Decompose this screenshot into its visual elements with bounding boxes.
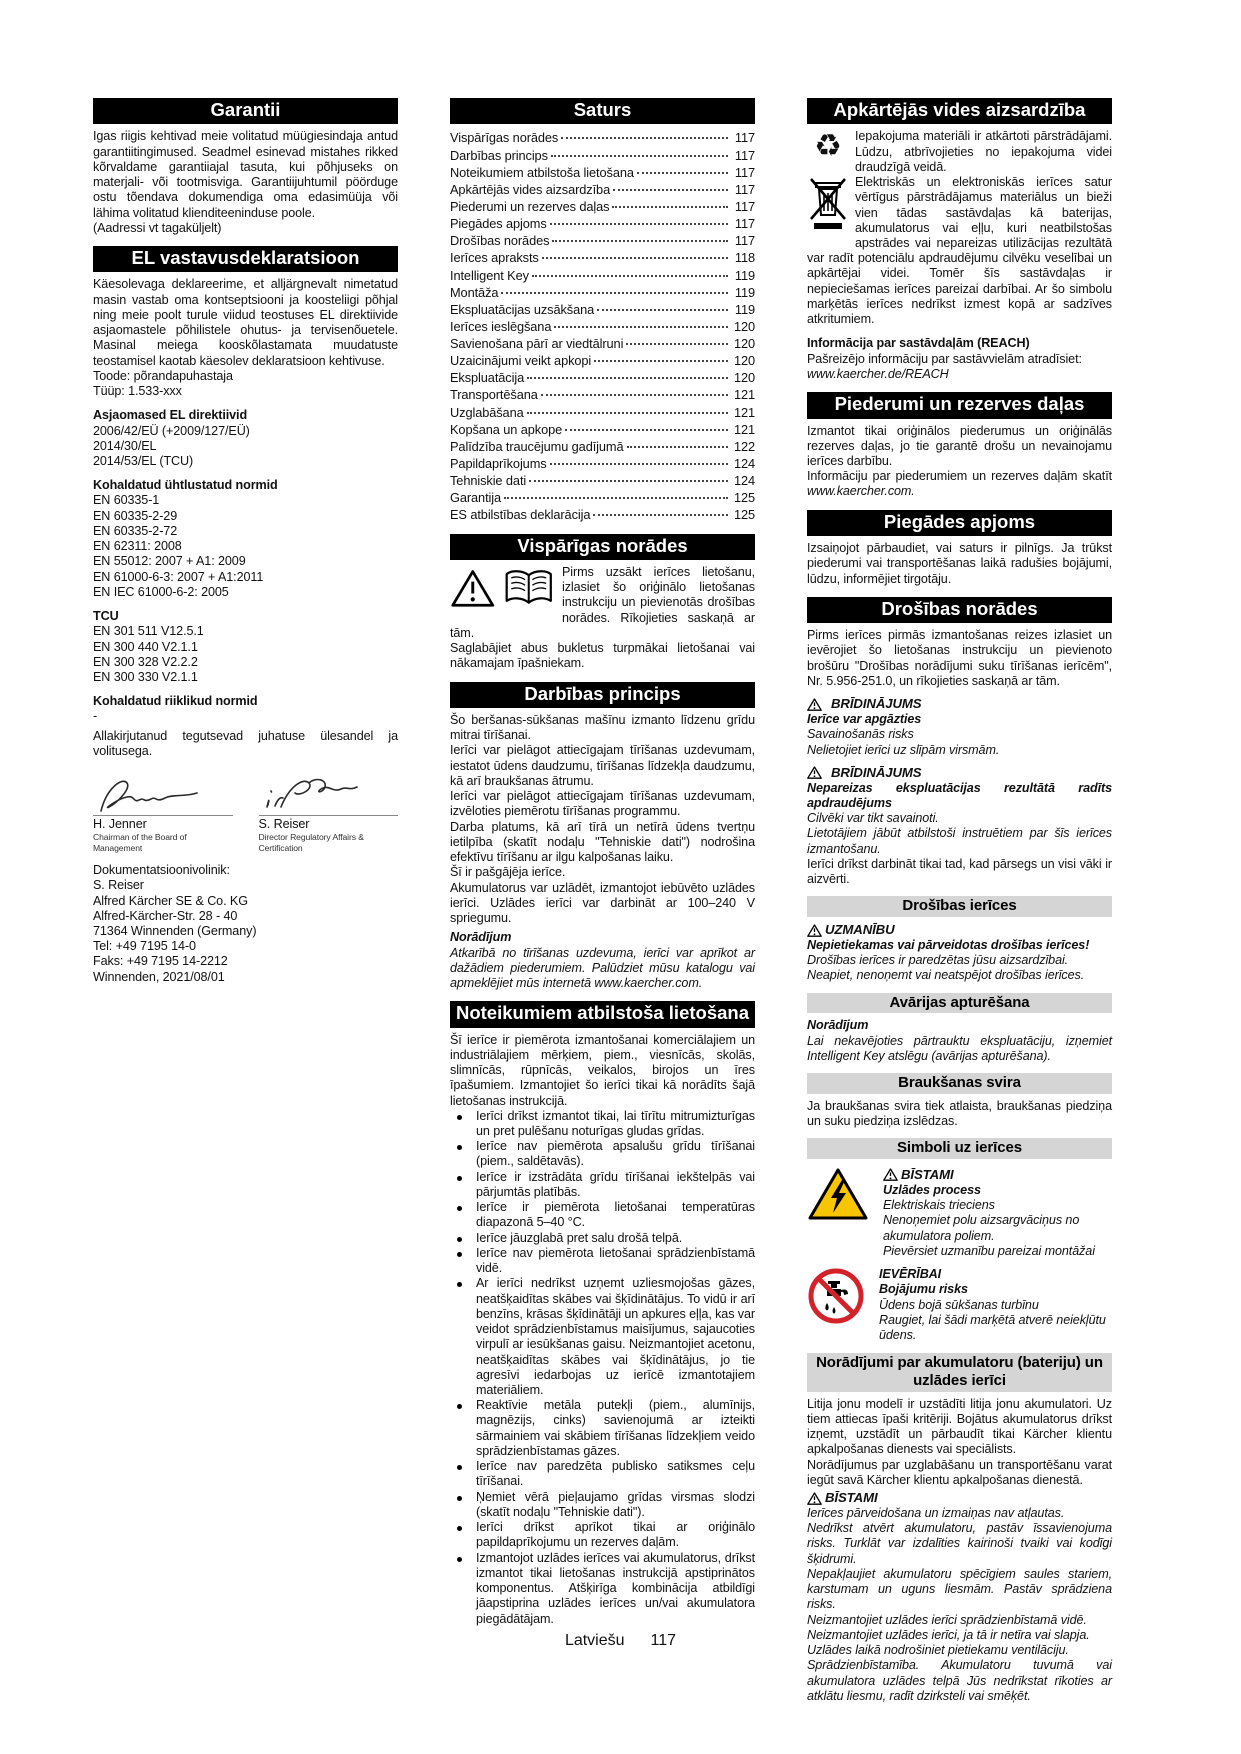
intended-use-item: Ierīce ir piemērota lietošanai temperatūras diapazonā 5–40 °C.	[450, 1200, 755, 1230]
warning-triangle-icon	[807, 1492, 822, 1505]
toc-leader-dots	[626, 343, 728, 345]
toc-entry	[450, 267, 755, 284]
toc-entry-page: 119	[734, 284, 755, 300]
contact-line: Faks: +49 7195 14-2212	[93, 954, 228, 969]
directive-item: 2014/30/EL	[93, 438, 157, 453]
toc-entry-page: 120	[733, 336, 755, 352]
toc-leader-dots	[501, 292, 728, 294]
tcu-norm-item: EN 300 328 V2.2.2	[93, 654, 198, 669]
accessories-url: www.kaercher.com.	[807, 484, 915, 499]
intended-use-item: Izmantojot uzlādes ierīces vai akumulatorus, drīkst izmantot tikai lietošanas instrukcijā apstiprinātos komponentus. Atšķirīga kombinācija atbildīgi jāapstiprina uzlādes ierīces un/vai akumulatora piegādātājam.	[450, 1551, 755, 1627]
toc-leader-dots	[550, 223, 728, 225]
signature-reiser	[259, 773, 399, 853]
symbol-line: Elektriskais trieciens	[883, 1198, 995, 1213]
symbol-no-water	[807, 1267, 1112, 1343]
tcu-norms-list	[93, 624, 398, 685]
toc-entry	[450, 249, 755, 266]
weee-crossed-bin-icon	[807, 176, 849, 236]
warning-line: Nelietojiet ierīci uz slīpām virsmām.	[807, 742, 1000, 757]
battery-danger-line-text: Nedrīkst atvērt akumulatoru, pastāv īssavienojuma risks. Turklāt var izdalīties kairinoši tvaiki vai kodīgi šķidrumi.	[807, 1521, 1112, 1566]
section-toc	[450, 98, 755, 524]
drive-lever-header: Braukšanas svira	[807, 1073, 1112, 1094]
warning-triangle-icon	[883, 1168, 898, 1181]
warning-triangle-outline-icon	[450, 567, 496, 609]
signature-reiser-icon	[259, 773, 379, 817]
electric-shock-warning-icon	[807, 1167, 869, 1221]
environment-weee: Elektriskās un elektroniskās ierīces satur vērtīgus pārstrādājamus materiālus un bieži vien tādas sastāvdaļas kā baterijas, akumulatorus vai eļļu, kuri neatbilstošas apstrādes vai nepareizas utilizācijas rezultātā var radīt potenciālu apdraudējumu cilvēku veselībai un apkārtējai videi. Tomēr šīs sastāvdaļas ir nepieciešamas ierīces pareizai darbībai. Ar šo simbolu marķētās ierīces nedrīkst izmest kopā ar sadzīves atkritumiem.	[807, 175, 1112, 327]
toc-entry-label: Intelligent Key	[450, 267, 529, 283]
section-accessories	[807, 392, 1112, 500]
toc-leader-dots	[532, 275, 728, 277]
toc-leader-dots	[594, 360, 728, 362]
battery-danger-line-text: Ierīces pārveidošana un izmaiņas nav atļautas.	[807, 1506, 1065, 1520]
toc-leader-dots	[627, 446, 728, 448]
page-footer	[0, 1632, 1241, 1650]
reach-url: www.kaercher.de/REACH	[807, 366, 949, 381]
toc-entry-page: 124	[733, 456, 755, 472]
battery-header: Norādījumi par akumulatoru (bateriju) un uzlādes ierīci	[807, 1353, 1112, 1391]
safety-devices-line: Neapiet, nenoņemt vai neatspējot drošības ierīces.	[807, 968, 1085, 983]
symbol-electric-shock	[807, 1167, 1112, 1259]
toc-entry-page: 122	[733, 438, 755, 454]
principle-paragraph: Ierīci var pielāgot attiecīgajam tīrīšanas uzdevumam, iestatot ūdens daudzumu, tīrīšanas līdzekļa daudzumu, kā arī braukšanas ātrumu.	[450, 743, 755, 788]
warning-line: Cilvēki var tikt savainoti.	[807, 811, 939, 826]
signatures	[93, 773, 398, 853]
toc-entry	[450, 404, 755, 421]
column-right	[807, 98, 1112, 1714]
column-left	[93, 98, 398, 1714]
general-keep: Saglabājiet abus bukletus turpmākai lietošanai vai nākamajam īpašniekam.	[450, 641, 755, 671]
emergency-note-label: Norādījum	[807, 1018, 869, 1033]
toc-entry-label: Transportēšana	[450, 387, 538, 403]
toc-leader-dots	[554, 326, 728, 328]
toc-entry-label: Drošības norādes	[450, 233, 550, 249]
toc-entry-label: Apkārtējās vides aizsardzība	[450, 181, 611, 197]
warning-line: Savainošanās risks	[807, 727, 914, 742]
toc-entry-page: 124	[733, 473, 755, 489]
working-principle-paragraphs	[450, 713, 755, 926]
toc-entry-label: Savienošana pārī ar viedtālruni	[450, 336, 624, 352]
tcu-norm-item: EN 300 440 V2.1.1	[93, 639, 198, 654]
battery-danger-keyword: BĪSTAMI	[825, 1490, 878, 1506]
safety-devices-title: Nepietiekamas vai pārveidotas drošības ierīces!	[807, 938, 1090, 952]
warning2-keyword-line	[807, 765, 1112, 781]
toc-leader-dots	[542, 257, 728, 259]
symbol-line: Nenoņemiet polu aizsargvāciņus no akumulatora poliem.	[883, 1213, 1080, 1243]
reach-text: Pašreizējo informāciju par sastāvvielām atradīsiet:	[807, 351, 1082, 366]
reach-heading: Informācija par sastāvdaļām (REACH)	[807, 336, 1030, 351]
contact-block	[93, 878, 398, 985]
intended-use-item: Ierīce nav piemērota apsalušu grīdu tīrīšanai (piem., saldētavās).	[450, 1139, 755, 1169]
intended-use-intro: Šī ierīce ir piemērota izmantošanai komerciālajiem un industriālajiem mērķiem, piem., viesnīcās, skolās, slimnīcās, rūpnīcās, veikalos, birojos un īres īpašumiem. Izmantojiet šo ierīci tikai kā norādīts šajā lietošanas instrukcijā.	[450, 1032, 755, 1108]
norm-item: EN 62311: 2008	[93, 539, 182, 554]
warning-triangle-icon	[807, 924, 822, 937]
warning1-lines	[807, 727, 1112, 757]
battery-p2: Norādījumus par uzglabāšanu un transportēšanu varat iegūt savā Kärcher klientu apkalpošanas dienestā.	[807, 1457, 1112, 1487]
warranty-body: Igas riigis kehtivad meie volitatud müügiesindaja antud garantiitingimused. Seadmel esinevad mistahes rikked kõrvaldame garantiiajal tasuta, kui põhjuseks on materjali- või tootmisviga. Garantiijuhtumil pöörduge ostu tõendava dokumendiga oma edasimüüja või lähima volitatud klienditeeninduse poole.	[93, 129, 398, 220]
caution-keyword: UZMANĪBU	[825, 922, 895, 938]
contact-line: S. Reiser	[93, 878, 144, 893]
principle-paragraph: Šī ir pašgājēja ierīce.	[450, 865, 566, 880]
directives-heading: Asjaomased EL direktiivid	[93, 408, 248, 423]
water-lines	[879, 1298, 1112, 1344]
warning2-lines	[807, 811, 1112, 857]
toc-entry-label: Montāža	[450, 284, 499, 300]
toc-entry	[450, 352, 755, 369]
battery-p1: Litija jonu modelī ir uzstādīti litija jonu akumulatori. Uz tiem attiecas īpaši kritēriji. Bojātus akumulatorus drīkst izņemt, uzstādīt un pārbaudīt tikai Kärcher klientu apkalpošanas dienests vai speciālists.	[807, 1396, 1112, 1457]
toc-entry-page: 117	[734, 233, 755, 249]
battery-danger-line-text: Nepakļaujiet akumulatoru spēcīgiem saules stariem, karstumam un uguns liesmām. Pastāv sprādziena risks.	[807, 1566, 1112, 1612]
battery-danger-line-text: Uzlādes laikā nodrošiniet pietiekamu ventilāciju.	[807, 1643, 1069, 1658]
battery-danger-line	[807, 1490, 1112, 1506]
national-norms-value: -	[93, 709, 98, 724]
toc-entry-label: Papildaprīkojums	[450, 456, 547, 472]
principle-note-label: Norādījum	[450, 930, 512, 945]
section-intended-use	[450, 1001, 755, 1627]
toc-entry-label: Ekspluatācija	[450, 370, 525, 386]
safety-header: Drošības norādes	[807, 597, 1112, 623]
contact-line: Alfred Kärcher SE & Co. KG	[93, 893, 248, 908]
warning-line: Lietotājiem jābūt atbilstoši instruētiem par šīs ierīces izmantošanu.	[807, 826, 1112, 856]
toc-entry-page: 125	[733, 490, 755, 506]
toc-leader-dots	[613, 189, 728, 191]
section-environment	[807, 98, 1112, 382]
toc-entry-page: 120	[733, 353, 755, 369]
toc-entry-label: Noteikumiem atbilstoša lietošana	[450, 164, 634, 180]
toc-entry-page: 117	[734, 147, 755, 163]
principle-paragraph: Šo beršanas-sūkšanas mašīnu izmanto līdzenu grīdu mitrai tīrīšanai.	[450, 713, 755, 743]
intended-use-item: Reaktīvie metāla putekļi (piem., alumīnijs, magnēzijs, cinks) savienojumā ar izteikti sārmainiem vai skābiem tīrīšanas līdzekļiem veido sprādzienbīstamas gāzes.	[450, 1398, 755, 1459]
toc-entry-page: 120	[733, 370, 755, 386]
open-book-icon	[503, 567, 554, 609]
toc-entry	[450, 506, 755, 523]
toc-entry-label: Kopšana un apkope	[450, 421, 563, 437]
intended-use-item: Ierīce jāuzglabā pret salu drošā telpā.	[450, 1231, 755, 1246]
toc-leader-dots	[597, 309, 728, 311]
symbol-line: Pievērsiet uzmanību pareizai montāžai	[883, 1243, 1095, 1258]
toc-entry-page: 118	[734, 250, 755, 266]
signatory-role: Chairman of the Board of Management	[93, 832, 187, 853]
directive-item: 2014/53/EL (TCU)	[93, 453, 194, 468]
battery-danger-line-text: Neizmantojiet uzlādes ierīci, ja tā ir netīra vai slapja.	[807, 1627, 1090, 1642]
principle-note: Atkarībā no tīrīšanas uzdevuma, ierīci var aprīkot ar dažādiem piederumiem. Palūdziet mūsu katalogu vai apmeklējiet mūs internetā www.kaercher.com.	[450, 945, 755, 990]
warning2-closing: Ierīci drīkst darbināt tikai tad, kad pārsegs un visi vāki ir aizvērti.	[807, 856, 1112, 887]
shock-keyword-line	[883, 1167, 1112, 1183]
signatory-role: Director Regulatory Affairs & Certification	[258, 832, 364, 853]
toc-entry	[450, 181, 755, 198]
toc-entry	[450, 386, 755, 403]
toc-leader-dots	[504, 497, 728, 499]
toc-entry-label: Darbības princips	[450, 147, 548, 163]
toc-entry	[450, 438, 755, 455]
water-title: Bojājumu risks	[879, 1282, 968, 1297]
toc-entry	[450, 318, 755, 335]
toc-entry	[450, 369, 755, 386]
norm-item: EN 60335-2-29	[93, 508, 178, 523]
battery-danger-lines	[807, 1506, 1112, 1704]
scope-body: Izsaiņojot pārbaudiet, vai saturs ir pilnīgs. Ja trūkst piederumi vai transportēšanas laikā radušies bojājumi, lūdzu, informējiet tirgotāju.	[807, 541, 1112, 586]
section-scope-of-delivery	[807, 510, 1112, 587]
section-working-principle	[450, 682, 755, 992]
toc-entry	[450, 489, 755, 506]
intended-use-item: Ierīce ir izstrādāta grīdu tīrīšanai iekštelpās vai pārjumtās platībās.	[450, 1170, 755, 1200]
contact-line: 71364 Winnenden (Germany)	[93, 923, 257, 938]
battery-danger-line-text: Neizmantojiet uzlādes ierīci sprādzienbīstamā vidē.	[807, 1612, 1087, 1627]
intended-use-item: Ierīce nav paredzēta publisko satiksmes ceļu tīrīšanai.	[450, 1459, 755, 1489]
toc-entry-label: Garantija	[450, 490, 502, 506]
principle-paragraph: Ierīci var pielāgot attiecīgajam tīrīšanas uzdevumam, izvēloties piemērotu tīrīšanas programmu.	[450, 789, 755, 819]
toc-entry-label: Vispārīgas norādes	[450, 130, 559, 146]
toc-entry-label: Piederumi un rezerves daļas	[450, 198, 610, 214]
toc-leader-dots	[527, 412, 728, 414]
signature-jenner-icon	[93, 773, 213, 817]
tcu-norm-item: EN 301 511 V12.5.1	[93, 624, 204, 639]
norm-item: EN 60335-2-72	[93, 523, 178, 538]
scope-header: Piegādes apjoms	[807, 510, 1112, 536]
battery-danger-line-text: Sprādzienbīstamība. Akumulatoru tuvumā vai akumulatora uzlādes telpā Jūs nedrīkstat rīkoties ar atklātu liesmu, radīt dzirksteli vai smēķēt.	[807, 1658, 1112, 1703]
toc-entry-page: 121	[733, 421, 755, 437]
authority-note: Allakirjutanud tegutsevad juhatuse ülesandel ja volitusega.	[93, 728, 398, 758]
safety-devices-header: Drošības ierīces	[807, 896, 1112, 917]
toc-entry-page: 119	[734, 267, 755, 283]
drive-lever-text: Ja braukšanas svira tiek atlaista, braukšanas piedziņa un suku piedziņa izslēdzas.	[807, 1098, 1112, 1129]
toc-entry	[450, 147, 755, 164]
toc-entry-label: Piegādes apjoms	[450, 216, 547, 232]
warning-triangle-icon	[807, 698, 822, 711]
warning1-title: Ierīce var apgāzties	[807, 712, 922, 727]
general-note-icons	[450, 567, 554, 609]
footer-language: Latviešu	[564, 1632, 625, 1649]
toc-leader-dots	[541, 394, 728, 396]
doc-officer-label: Dokumentatsioonivolinik:	[93, 863, 230, 878]
toc-entry	[450, 129, 755, 146]
intended-use-item: Ar ierīci nedrīkst uzņemt uzliesmojošas gāzes, neatšķaidītas skābes vai šķīdinātājus. To vidū ir arī benzīns, krāsas šķīdinātāji un apkures eļļa, kas var veidot sprādzienbīstamus maisījumus, sajaucoties virpulī ar iesūkšanas gaisu. Neizmantojiet acetonu, neatšķaidītas skābes vai šķīdinātājus, jo tie agresīvi iedarbojas uz ierīcē izmantotajiem materiāliem.	[450, 1276, 755, 1398]
general-notes-header: Vispārīgas norādes	[450, 534, 755, 560]
environment-header: Apkārtējās vides aizsardzība	[807, 98, 1112, 124]
caution-keyword-line	[807, 922, 1112, 938]
intended-use-list	[450, 1109, 755, 1627]
toc-entry	[450, 421, 755, 438]
signature-jenner	[93, 773, 233, 853]
toc-entry-page: 117	[734, 164, 755, 180]
accessories-p1: Izmantot tikai oriģinālos piederumus un oriģinālās rezerves daļas, jo tie garantē drošu un nevainojamu ierīces darbību.	[807, 423, 1112, 468]
warning2-keyword: BRĪDINĀJUMS	[831, 764, 922, 780]
emergency-stop-header: Avārijas apturēšana	[807, 993, 1112, 1014]
accessories-header: Piederumi un rezerves daļas	[807, 392, 1112, 418]
toc-entry-page: 125	[733, 507, 755, 523]
national-norms-heading: Kohaldatud riiklikud normid	[93, 694, 258, 709]
toc-leader-dots	[527, 377, 728, 379]
toc-entry	[450, 455, 755, 472]
toc-leader-dots	[565, 429, 728, 431]
warranty-header: Garantii	[93, 98, 398, 124]
warning2-title: Nepareizas ekspluatācijas rezultātā radīts apdraudējums	[807, 780, 1112, 810]
directive-item: 2006/42/EÜ (+2009/127/EÜ)	[93, 423, 250, 438]
toc-leader-dots	[529, 480, 728, 482]
toc-leader-dots	[552, 240, 728, 242]
norms-list	[93, 493, 398, 600]
toc-leader-dots	[637, 172, 728, 174]
safety-intro: Pirms ierīces pirmās izmantošanas reizes izlasiet un ievērojiet šo lietošanas instrukciju un pievienoto brošūru "Drošības norādījumi suku tīrīšanas ierīcēm", Nr. 5.956-251.0, un rīkojieties saskaņā ar tām.	[807, 628, 1112, 688]
toc-entry	[450, 335, 755, 352]
declaration-body: Käesolevaga deklareerime, et alljärgnevalt nimetatud masin vastab oma kontseptsiooni ja koosteliigi põhjal ning meie poolt turule viidud teostuses EL direktiivide asjaomastele põhilistele ohutus- ja tervisenõuetele. Masinal meiega kooskõlastamata muudatuste teostamisel kaotab käesolev deklaratsioon kehtivuse.	[93, 277, 398, 368]
toc-entry-page: 121	[733, 404, 755, 420]
warning1-keyword: BRĪDINĀJUMS	[831, 696, 922, 712]
intended-use-item: Ierīci drīkst izmantot tikai, lai tīrītu mitrumizturīgas un pret pulēšanu noturīgas gludas grīdas.	[450, 1109, 755, 1139]
shock-title: Uzlādes process	[883, 1182, 981, 1197]
toc-entry-label: Tehniskie dati	[450, 473, 527, 489]
recycle-icon: ♻	[814, 128, 842, 164]
toc-entry	[450, 232, 755, 249]
norm-item: EN 61000-6-3: 2007 + A1:2011	[93, 569, 264, 584]
toc-entry-label: Uzglabāšana	[450, 404, 524, 420]
declaration-type: Tüüp: 1.533-xxx	[93, 384, 182, 399]
toc-entry	[450, 301, 755, 318]
contact-line: Tel: +49 7195 14-0	[93, 939, 196, 954]
declaration-header: EL vastavusdeklaratsioon	[93, 246, 398, 272]
toc-entry-page: 117	[734, 198, 755, 214]
general-intro: Pirms uzsākt ierīces lietošanu, izlasiet šo oriģinālo lietošanas instrukciju un pievienotās drošības norādes. Rīkojieties saskaņā ar tām.	[450, 564, 755, 640]
no-water-prohibition-icon	[807, 1267, 865, 1325]
warranty-address-note: (Aadressi vt tagaküljelt)	[93, 220, 222, 235]
page-columns	[93, 98, 1112, 1714]
toc-leader-dots	[551, 155, 728, 157]
environment-packaging: Iepakojuma materiāli ir atkārtoti pārstrādājami. Lūdzu, atbrīvojieties no iepakojuma videi draudzīgā veidā.	[855, 129, 1112, 174]
symbol-line: Raugiet, lai šādi marķētā atverē neiekļūtu ūdens.	[879, 1312, 1106, 1343]
toc-entry	[450, 284, 755, 301]
toc-entry	[450, 472, 755, 489]
toc-leader-dots	[561, 137, 728, 139]
toc-entry-label: Ierīces apraksts	[450, 250, 539, 266]
norm-item: EN IEC 61000-6-2: 2005	[93, 584, 229, 599]
toc-entry-page: 120	[733, 318, 755, 334]
toc-entry-label: ES atbilstības deklarācija	[450, 507, 591, 523]
section-warranty	[93, 98, 398, 236]
toc-entry	[450, 215, 755, 232]
toc-entry-page: 121	[733, 387, 755, 403]
toc-entry-page: 117	[734, 216, 755, 232]
section-safety-instructions	[807, 597, 1112, 1344]
toc-header: Saturs	[450, 98, 755, 124]
water-keyword: IEVĒRĪBAI	[879, 1267, 942, 1282]
principle-paragraph: Darba platums, kā arī tīrā un netīrā ūdens tvertņu ietilpība (skatīt nodaļu "Tehniskie dati") nodrošina efektīvu tīrīšanu ar ilgu kalpošanas laiku.	[450, 819, 755, 865]
contact-line: Alfred-Kärcher-Str. 28 - 40	[93, 908, 238, 923]
symbol-line: Ūdens bojā sūkšanas turbīnu	[879, 1297, 1039, 1312]
toc-leader-dots	[593, 514, 728, 516]
toc-entry-page: 117	[734, 181, 755, 197]
toc-leader-dots	[550, 463, 728, 465]
toc-leader-dots	[612, 206, 728, 208]
column-middle	[450, 98, 755, 1714]
warning-triangle-icon	[807, 766, 822, 779]
intended-use-header: Noteikumiem atbilstoša lietošana	[450, 1001, 755, 1027]
toc-entry-page: 119	[734, 301, 755, 317]
norms-heading: Kohaldatud ühtlustatud normid	[93, 478, 278, 493]
toc-entry	[450, 164, 755, 181]
toc-list	[450, 129, 755, 523]
signatory-name: H. Jenner	[93, 815, 233, 832]
intended-use-item: Ņemiet vērā pieļaujamo grīdas virsmas slodzi (skatīt nodaļu "Tehniskie dati").	[450, 1490, 755, 1520]
tcu-heading: TCU	[93, 609, 119, 624]
working-principle-header: Darbības princips	[450, 682, 755, 708]
toc-entry-label: Palīdzība traucējumu gadījumā	[450, 438, 624, 454]
directives-list	[93, 424, 398, 470]
section-general-notes	[450, 534, 755, 672]
toc-entry	[450, 198, 755, 215]
declaration-product: Toode: põrandapuhastaja	[93, 368, 233, 383]
toc-entry-label: Ekspluatācijas uzsākšana	[450, 301, 595, 317]
norm-item: EN 60335-1	[93, 493, 160, 508]
device-symbols-header: Simboli uz ierīces	[807, 1138, 1112, 1159]
signatory-name: S. Reiser	[259, 815, 399, 832]
tcu-norm-item: EN 300 330 V2.1.1	[93, 670, 198, 685]
section-eu-declaration	[93, 246, 398, 985]
shock-keyword: BĪSTAMI	[901, 1166, 954, 1182]
contact-line: Winnenden, 2021/08/01	[93, 969, 225, 984]
principle-paragraph: Akumulatorus var uzlādēt, izmantojot iebūvēto uzlādes ierīci. Uzlādes ierīci var darbināt ar 100–240 V spriegumu.	[450, 880, 755, 926]
accessories-p2: Informāciju par piederumiem un rezerves daļām skatīt www.kaercher.com.	[807, 469, 1112, 499]
intended-use-item: Ierīci drīkst aprīkot tikai ar oriģinālo papildaprīkojumu un rezerves daļām.	[450, 1520, 755, 1550]
toc-entry-label: Uzaicinājumi veikt apkopi	[450, 353, 592, 369]
warning1-keyword-line	[807, 696, 1112, 712]
toc-entry-label: Ierīces ieslēgšana	[450, 318, 552, 334]
intended-use-item: Ierīce nav piemērota lietošanai sprādzienbīstamā vidē.	[450, 1246, 755, 1276]
safety-devices-lines	[807, 953, 1112, 983]
footer-page-number: 117	[650, 1632, 677, 1649]
emergency-text: Lai nekavējoties pārtrauktu ekspluatāciju, izņemiet Intelligent Key atslēgu (avārijas apturēšana).	[807, 1033, 1112, 1063]
section-battery-notes	[807, 1353, 1112, 1704]
safety-devices-line: Drošības ierīces ir paredzētas jūsu aizsardzībai.	[807, 953, 1069, 968]
shock-lines	[883, 1198, 1112, 1259]
toc-entry-page: 117	[734, 130, 755, 146]
norm-item: EN 55012: 2007 + A1: 2009	[93, 554, 246, 569]
